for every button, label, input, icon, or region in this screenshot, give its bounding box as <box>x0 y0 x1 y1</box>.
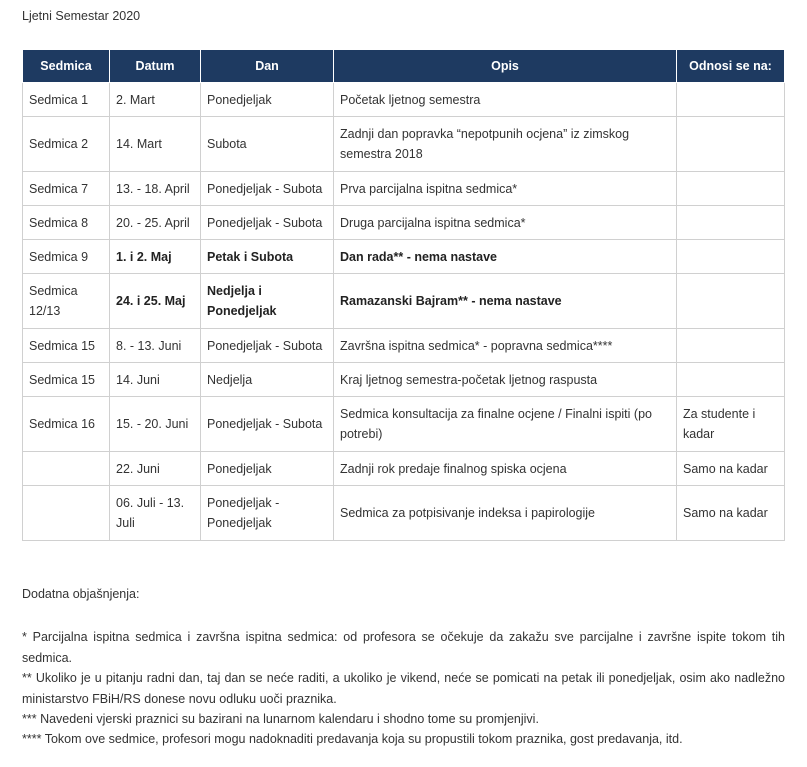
cell-sedmica: Sedmica 16 <box>23 397 110 452</box>
cell-dan: Ponedjeljak - Ponedjeljak <box>201 486 334 541</box>
cell-opis: Sedmica konsultacija za finalne ocjene / Finalni ispiti (po potrebi) <box>334 397 677 452</box>
cell-dan: Ponedjeljak - Subota <box>201 206 334 240</box>
cell-sedmica: Sedmica 1 <box>23 83 110 117</box>
table-row <box>23 172 785 206</box>
cell-datum: 22. Juni <box>110 452 201 486</box>
table-row <box>23 363 785 397</box>
cell-sedmica <box>23 486 110 541</box>
note-item: *** Navedeni vjerski praznici su bazirani na lunarnom kalendaru i shodno tome su promjenjivi. <box>22 712 539 727</box>
cell-odnosi-se-na: Za studente i kadar <box>677 397 785 452</box>
cell-datum: 15. - 20. Juni <box>110 397 201 452</box>
cell-dan: Ponedjeljak - Subota <box>201 397 334 452</box>
cell-datum: 8. - 13. Juni <box>110 329 201 363</box>
cell-datum: 13. - 18. April <box>110 172 201 206</box>
note-item: ** Ukoliko je u pitanju radni dan, taj dan se neće raditi, a ukoliko je vikend, neće se pomicati na petak ili ponedjeljak, osim ako nadležno ministarstvo FBiH/RS donese novu odluku uoči praznika. <box>22 671 785 706</box>
table-row <box>23 486 785 541</box>
column-header-opis: Opis <box>334 50 677 83</box>
cell-odnosi-se-na <box>677 206 785 240</box>
cell-sedmica <box>23 452 110 486</box>
cell-odnosi-se-na: Samo na kadar <box>677 452 785 486</box>
cell-sedmica: Sedmica 12/13 <box>23 274 110 329</box>
cell-dan: Subota <box>201 117 334 172</box>
cell-odnosi-se-na <box>677 240 785 274</box>
cell-dan: Ponedjeljak - Subota <box>201 172 334 206</box>
cell-opis: Sedmica za potpisivanje indeksa i papirologije <box>334 486 677 541</box>
column-header-sedmica: Sedmica <box>23 50 110 83</box>
cell-opis: Ramazanski Bajram** - nema nastave <box>334 274 677 329</box>
cell-datum: 20. - 25. April <box>110 206 201 240</box>
cell-sedmica: Sedmica 15 <box>23 329 110 363</box>
cell-odnosi-se-na <box>677 363 785 397</box>
cell-odnosi-se-na <box>677 172 785 206</box>
cell-datum: 1. i 2. Maj <box>110 240 201 274</box>
table-row <box>23 397 785 452</box>
cell-opis: Zadnji rok predaje finalnog spiska ocjena <box>334 452 677 486</box>
academic-calendar-table <box>22 49 785 541</box>
cell-dan: Ponedjeljak <box>201 83 334 117</box>
table-row <box>23 274 785 329</box>
additional-notes <box>22 584 785 750</box>
cell-opis: Prva parcijalna ispitna sedmica* <box>334 172 677 206</box>
cell-dan: Petak i Subota <box>201 240 334 274</box>
cell-datum: 06. Juli - 13. Juli <box>110 486 201 541</box>
column-header-datum: Datum <box>110 50 201 83</box>
cell-odnosi-se-na <box>677 83 785 117</box>
cell-opis: Druga parcijalna ispitna sedmica* <box>334 206 677 240</box>
notes-heading: Dodatna objašnjenja: <box>22 587 140 601</box>
cell-dan: Nedjelja i Ponedjeljak <box>201 274 334 329</box>
table-row <box>23 329 785 363</box>
cell-dan: Ponedjeljak - Subota <box>201 329 334 363</box>
cell-datum: 2. Mart <box>110 83 201 117</box>
cell-odnosi-se-na <box>677 274 785 329</box>
cell-sedmica: Sedmica 15 <box>23 363 110 397</box>
cell-sedmica: Sedmica 8 <box>23 206 110 240</box>
cell-odnosi-se-na <box>677 329 785 363</box>
cell-opis: Početak ljetnog semestra <box>334 83 677 117</box>
cell-sedmica: Sedmica 2 <box>23 117 110 172</box>
table-header-row <box>23 50 785 83</box>
cell-opis: Kraj ljetnog semestra-početak ljetnog raspusta <box>334 363 677 397</box>
cell-opis: Zadnji dan popravka “nepotpunih ocjena” iz zimskog semestra 2018 <box>334 117 677 172</box>
table-row <box>23 83 785 117</box>
cell-datum: 24. i 25. Maj <box>110 274 201 329</box>
cell-sedmica: Sedmica 7 <box>23 172 110 206</box>
table-row <box>23 117 785 172</box>
column-header-dan: Dan <box>201 50 334 83</box>
table-row <box>23 452 785 486</box>
note-item: * Parcijalna ispitna sedmica i završna ispitna sedmica: od profesora se očekuje da zakažu sve parcijalne i završne ispite tokom tih sedmica. <box>22 630 785 665</box>
note-item: **** Tokom ove sedmice, profesori mogu nadoknaditi predavanja koja su propustili tokom praznika, gost predavanja, itd. <box>22 732 683 747</box>
page-title: Ljetni Semestar 2020 <box>22 9 141 23</box>
cell-datum: 14. Mart <box>110 117 201 172</box>
cell-datum: 14. Juni <box>110 363 201 397</box>
cell-dan: Nedjelja <box>201 363 334 397</box>
cell-odnosi-se-na: Samo na kadar <box>677 486 785 541</box>
cell-opis: Završna ispitna sedmica* - popravna sedmica**** <box>334 329 677 363</box>
cell-dan: Ponedjeljak <box>201 452 334 486</box>
table-body <box>23 83 785 541</box>
table-row <box>23 240 785 274</box>
column-header-odnosi-se-na: Odnosi se na: <box>677 50 785 83</box>
cell-opis: Dan rada** - nema nastave <box>334 240 677 274</box>
cell-odnosi-se-na <box>677 117 785 172</box>
cell-sedmica: Sedmica 9 <box>23 240 110 274</box>
table-row <box>23 206 785 240</box>
